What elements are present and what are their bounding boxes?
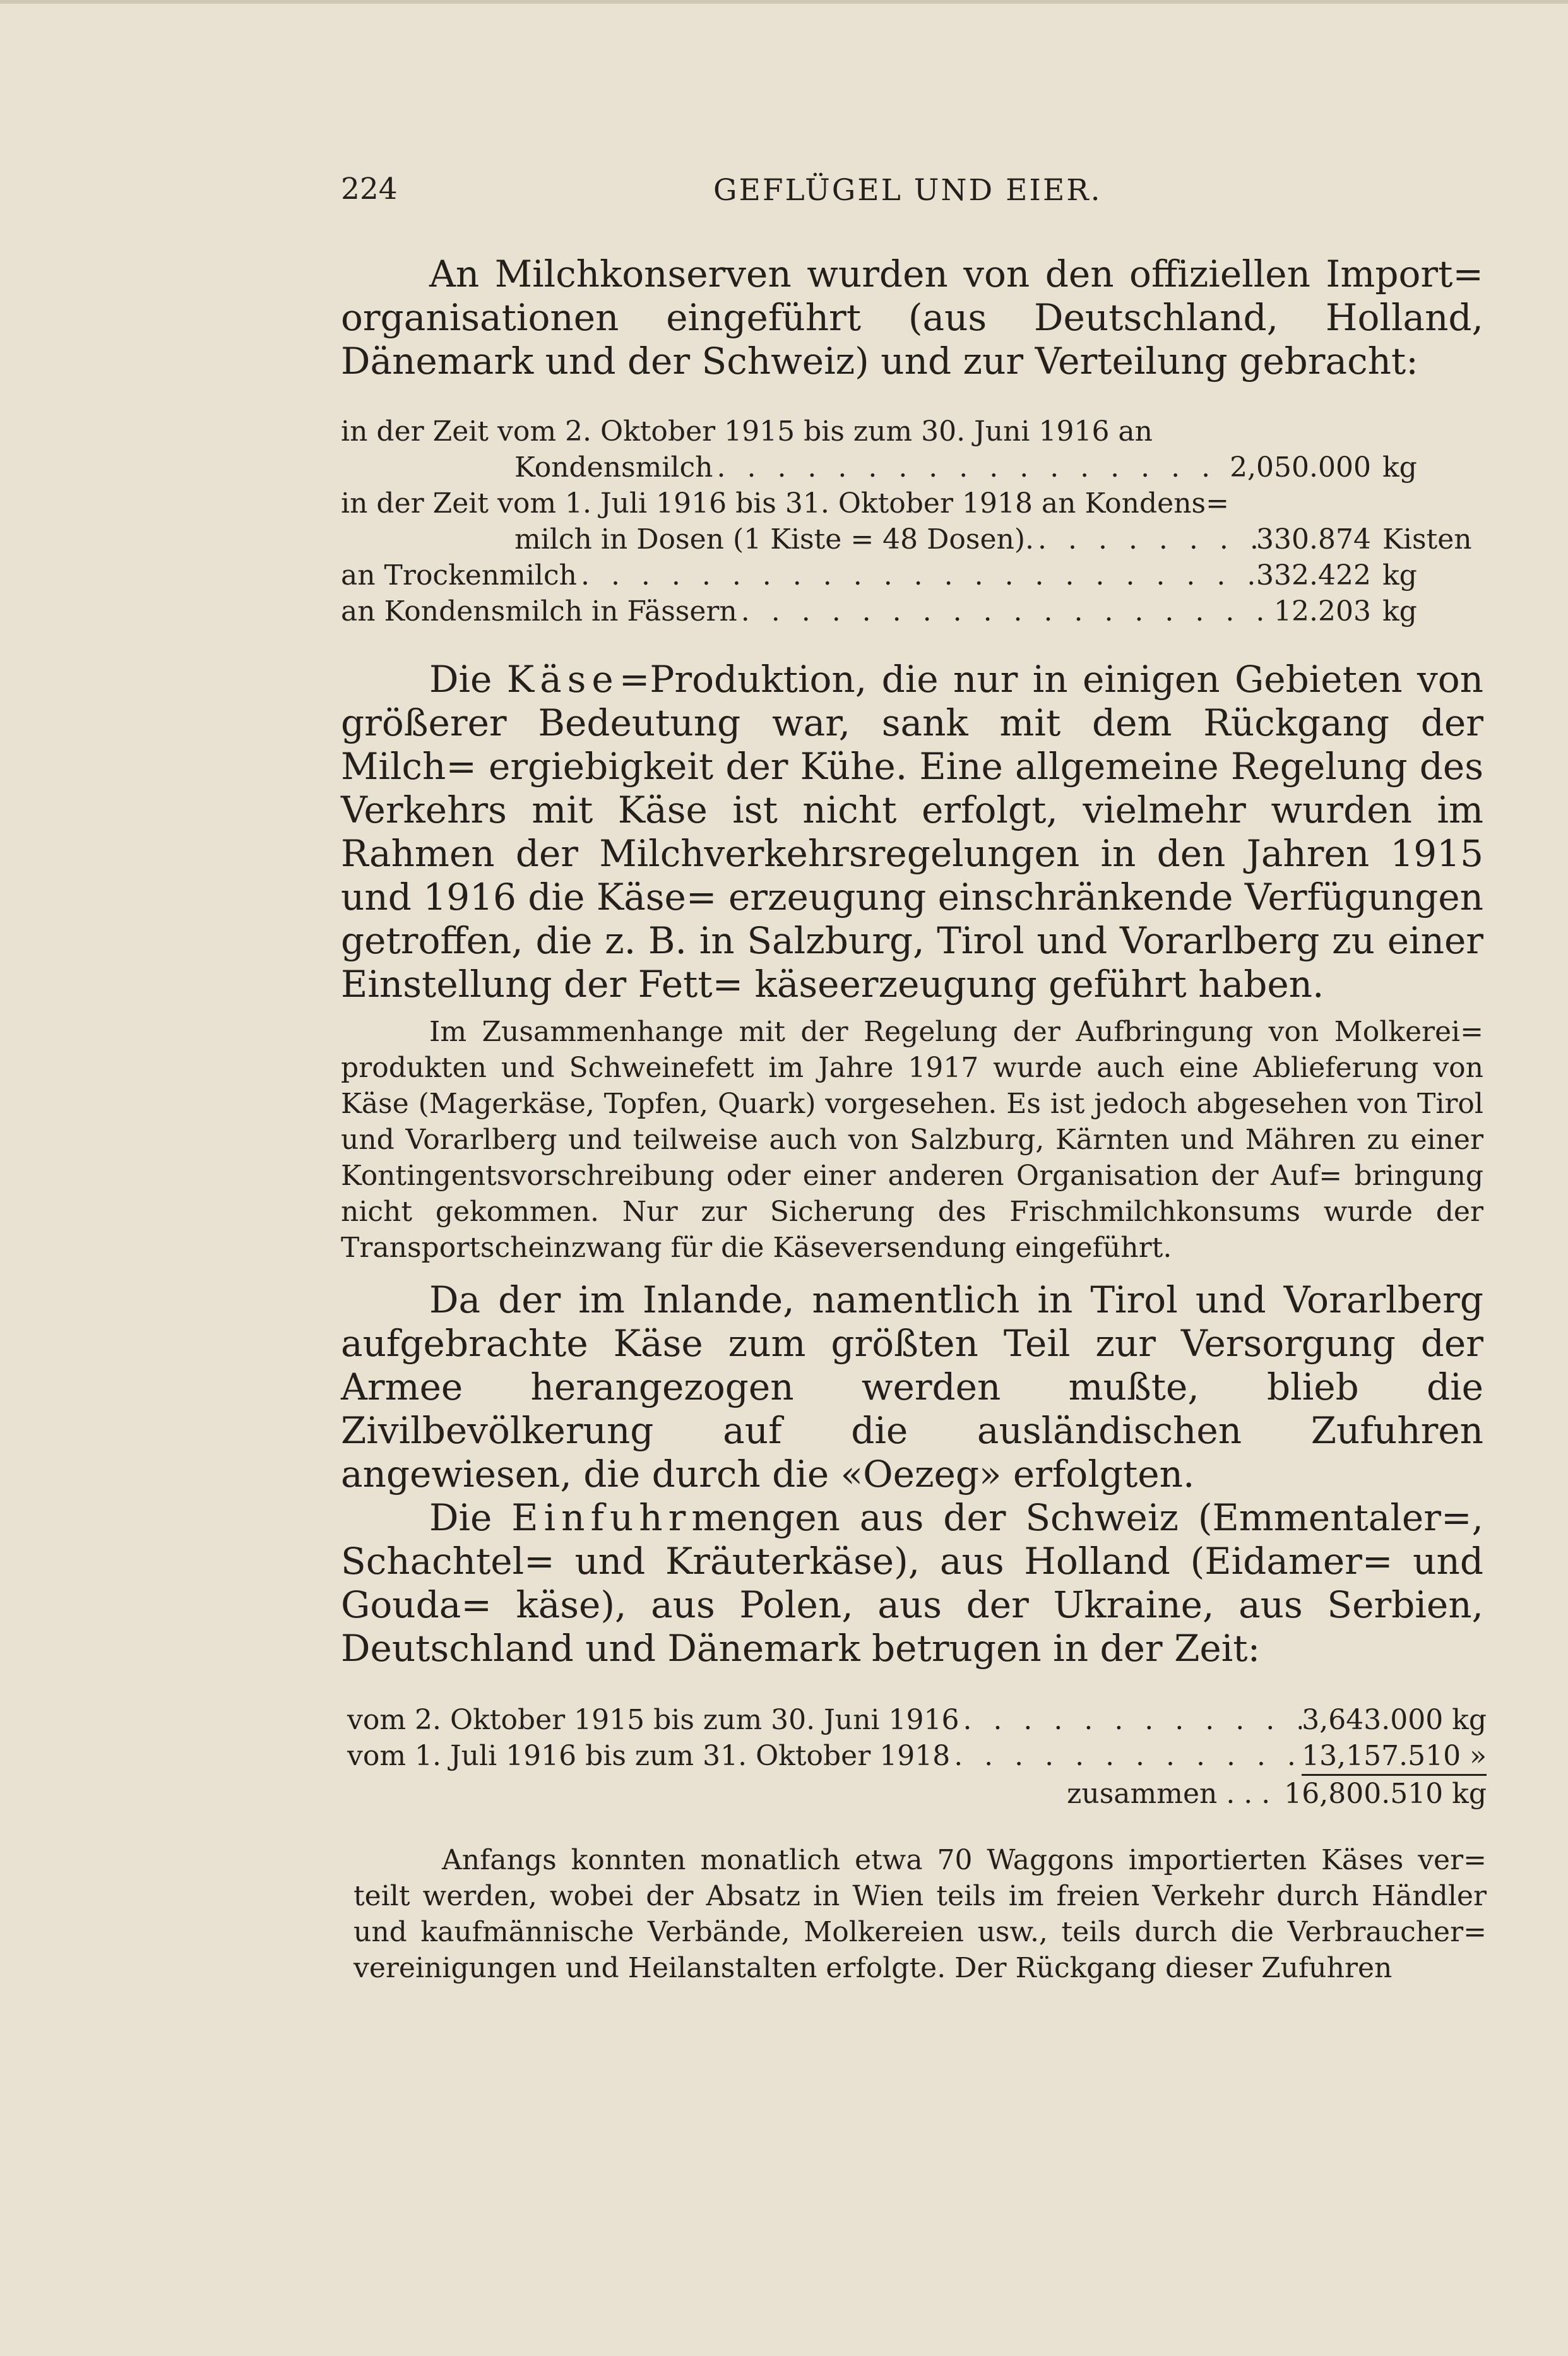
- page-number: 224: [341, 172, 398, 206]
- milk-row-1: [341, 449, 1477, 485]
- milk-table: [341, 413, 1477, 629]
- armee-paragraph: [341, 1278, 1483, 1496]
- import-row-2: [347, 1738, 1487, 1776]
- milk-row-3-label: an Trockenmilch: [341, 559, 577, 592]
- import-row-1-label: vom 2. Oktober 1915 bis zum 30. Juni 1916: [347, 1704, 959, 1736]
- milk-row-4-value: 12.203: [1274, 595, 1371, 628]
- import-row-2-label: vom 1. Juli 1916 bis zum 31. Oktober 1918: [347, 1740, 951, 1772]
- milk-row-1-unit: kg: [1382, 451, 1417, 484]
- milk-row-3-unit: kg: [1382, 559, 1417, 592]
- milk-row-1-line-1: in der Zeit vom 2. Oktober 1915 bis zum 30. Juni 1916 an: [341, 415, 1153, 448]
- kaese-text: [341, 658, 1483, 1006]
- milk-row-2-label: milch in Dosen (1 Kiste = 48 Dosen).: [514, 523, 1035, 556]
- milk-row-4-label: an Kondensmilch in Fässern: [341, 595, 737, 628]
- einfuhr-spaced-word: Einfuhr: [511, 1496, 692, 1539]
- page-top-edge: [0, 0, 1568, 4]
- running-title: GEFLÜGEL UND EIER.: [713, 173, 1102, 208]
- milk-row-2: [341, 521, 1477, 557]
- milk-row-4-unit: kg: [1382, 595, 1417, 628]
- einfuhr-paragraph: [341, 1496, 1483, 1670]
- leader-dots: [737, 593, 1274, 629]
- intro-text: An Milchkonserven wurden von den offiziellen Import= organisationen eingeführt (aus Deutschland, Holland, Dänemark und der Schweiz) und zur Verteilung gebracht:: [341, 253, 1483, 383]
- closing-text: Anfangs konnten monatlich etwa 70 Waggons importierten Käses ver= teilt werden, wobei der Absatz in Wien teils im freien Verkehr durch Händler und kaufmännische Verbände, Molkereien usw., teils durch die Verbraucher= vereinigungen und Heilanstalten erfolgte. Der Rückgang dieser Zufuhren: [353, 1844, 1487, 1984]
- note-paragraph: [341, 1014, 1483, 1266]
- armee-text: Da der im Inlande, namentlich in Tirol und Vorarlberg aufgebrachte Käse zum größten Teil zur Versorgung der Armee herangezogen werden mußte, blieb die Zivilbevölkerung auf die ausländischen Zufuhren angewiesen, die durch die «Oezeg» erfolgten.: [341, 1278, 1483, 1496]
- milk-row-2-value: 330.874: [1256, 523, 1371, 556]
- leader-dots: [577, 557, 1256, 593]
- kaese-text-rest: =Produktion, die nur in einigen Gebieten von größerer Bedeutung war, sank mit dem Rückgang der Milch= ergiebigkeit der Kühe. Eine allgemeine Regelung des Verkehrs mit Käse ist nicht erfolgt, vielmehr wurden im Rahmen der Milchverkehrsregelungen in den Jahren 1915 und 1916 die Käse= erzeugung einschränkende Verfügungen getroffen, die z. B. in Salzburg, Tirol und Vorarlberg zu einer Einstellung der Fett= käseerzeugung geführt haben.: [341, 658, 1484, 1006]
- kaese-text-start: Die: [429, 658, 507, 701]
- import-row-2-value: 13,157.510 »: [1302, 1738, 1487, 1776]
- closing-paragraph: [353, 1842, 1487, 1986]
- milk-row-4: [341, 593, 1477, 629]
- import-row-1: [347, 1702, 1487, 1738]
- import-total-value: 16,800.510 kg: [1284, 1778, 1487, 1810]
- intro-paragraph: [341, 253, 1483, 383]
- kaese-spaced-word: Käse: [506, 658, 619, 701]
- import-total-label: zusammen . . .: [1067, 1778, 1271, 1810]
- leader-dots: [1034, 521, 1256, 557]
- import-table: [347, 1702, 1487, 1812]
- einfuhr-text-start: Die: [429, 1496, 512, 1539]
- milk-row-1-label: Kondensmilch: [514, 451, 713, 484]
- import-total-row: [347, 1776, 1487, 1812]
- leader-dots: [713, 449, 1230, 485]
- note-text: Im Zusammenhange mit der Regelung der Aufbringung von Molkerei= produkten und Schweinefett im Jahre 1917 wurde auch eine Ablieferung von Käse (Magerkäse, Topfen, Quark) vorgesehen. Es ist jedoch abgesehen von Tirol und Vorarlberg und teilweise auch von Salzburg, Kärnten und Mähren zu einer Kontingentsvorschreibung oder einer anderen Organisation der Auf= bringung nicht gekommen. Nur zur Sicherung des Frischmilchkonsums wurde der Transportscheinzwang für die Käseversendung eingeführt.: [341, 1016, 1483, 1264]
- milk-row-3-value: 332.422: [1256, 559, 1371, 592]
- leader-dots: [959, 1702, 1302, 1738]
- milk-row-3: [341, 557, 1477, 593]
- milk-row-2-unit: Kisten: [1382, 523, 1472, 556]
- milk-row-1-value: 2,050.000: [1230, 451, 1371, 484]
- import-row-1-value: 3,643.000 kg: [1302, 1704, 1487, 1736]
- einfuhr-text: [341, 1496, 1483, 1670]
- kaese-paragraph: [341, 658, 1483, 1006]
- leader-dots: [950, 1738, 1302, 1774]
- milk-row-2-line-1: in der Zeit vom 1. Juli 1916 bis 31. Oktober 1918 an Kondens=: [341, 487, 1229, 520]
- einfuhr-text-rest: mengen aus der Schweiz (Emmentaler=, Schachtel= und Kräuterkäse), aus Holland (Eidamer= und Gouda= käse), aus Polen, aus der Ukraine, aus Serbien, Deutschland und Dänemark betrugen in der Zeit:: [341, 1496, 1483, 1670]
